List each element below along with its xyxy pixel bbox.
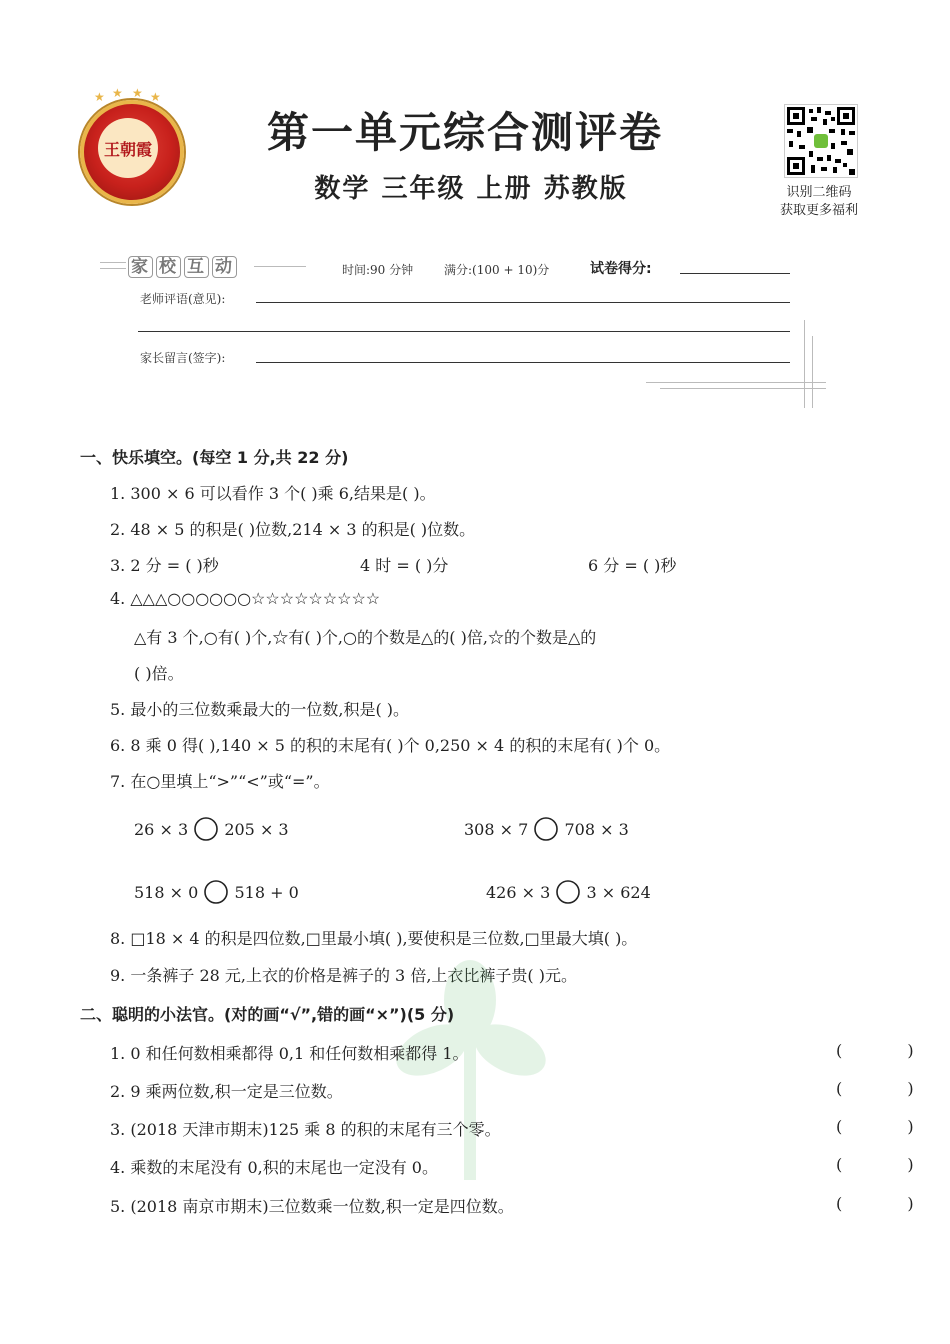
exam-time: 时间:90 分钟: [342, 263, 414, 277]
question-1-2: 2. 48 × 5 的积是( )位数,214 × 3 的积是( )位数。: [110, 520, 476, 539]
answer-paren[interactable]: ( ): [836, 1079, 944, 1098]
teacher-comment-label: 老师评语(意见):: [140, 292, 226, 306]
question-1-6: 6. 8 乘 0 得( ),140 × 5 的积的末尾有( )个 0,250 × 4 的积的末尾有( )个 0。: [110, 736, 671, 755]
question-1-1: 1. 300 × 6 可以看作 3 个( )乘 6,结果是( )。: [110, 484, 436, 503]
question-1-4-line1: △有 3 个,○有( )个,☆有( )个,○的个数是△的( )倍,☆的个数是△的: [134, 628, 597, 647]
section-1-heading: 一、快乐填空。(每空 1 分,共 22 分): [80, 448, 349, 467]
compare-circle[interactable]: [555, 879, 581, 905]
score-label: 试卷得分:: [590, 261, 652, 277]
judge-item-3: 3. (2018 天津市期末)125 乘 8 的积的末尾有三个零。: [110, 1120, 501, 1139]
compare-item: 26 × 3 205 × 3: [134, 816, 289, 842]
compare-circle[interactable]: [203, 879, 229, 905]
brand-logo: ★ ★ ★ ★ 王朝霞: [80, 100, 184, 204]
question-1-3b: 4 时 = ( )分: [360, 556, 449, 575]
judge-item-1: 1. 0 和任何数相乘都得 0,1 和任何数相乘都得 1。: [110, 1044, 469, 1063]
teacher-comment-line[interactable]: [256, 302, 790, 303]
home-school-badge: 家 校 互 动: [128, 252, 240, 277]
compare-item: 426 × 3 3 × 624: [486, 879, 651, 905]
section-2-heading: 二、聪明的小法官。(对的画“√”,错的画“×”)(5 分): [80, 1005, 455, 1024]
question-1-3c: 6 分 = ( )秒: [588, 556, 677, 575]
compare-circle[interactable]: [533, 816, 559, 842]
score-blank[interactable]: [680, 273, 790, 274]
qr-caption-line1: 识别二维码: [786, 185, 852, 200]
teacher-comment-line-2[interactable]: [138, 331, 790, 332]
question-1-3a: 3. 2 分 = ( )秒: [110, 556, 219, 575]
qr-code-icon: [784, 104, 858, 178]
judge-item-2: 2. 9 乘两位数,积一定是三位数。: [110, 1082, 343, 1101]
logo-text: 王朝霞: [103, 139, 152, 159]
page-title: 第一单元综合测评卷: [266, 108, 663, 157]
compare-circle[interactable]: [193, 816, 219, 842]
judge-item-5: 5. (2018 南京市期末)三位数乘一位数,积一定是四位数。: [110, 1197, 514, 1216]
question-1-8: 8. □18 × 4 的积是四位数,□里最小填( ),要使积是三位数,□里最大填( )。: [110, 929, 638, 948]
question-1-4-shapes: 4. △△△○○○○○○☆☆☆☆☆☆☆☆☆: [110, 589, 381, 608]
page-subtitle: 数学 三年级 上册 苏教版: [314, 174, 628, 204]
answer-paren[interactable]: ( ): [836, 1041, 944, 1060]
answer-paren[interactable]: ( ): [836, 1194, 944, 1213]
question-1-9: 9. 一条裤子 28 元,上衣的价格是裤子的 3 倍,上衣比裤子贵( )元。: [110, 966, 577, 985]
parent-message-label: 家长留言(签字):: [140, 351, 226, 365]
judge-item-4: 4. 乘数的末尾没有 0,积的末尾也一定没有 0。: [110, 1158, 438, 1177]
answer-paren[interactable]: ( ): [836, 1117, 944, 1136]
answer-paren[interactable]: ( ): [836, 1155, 944, 1174]
full-score: 满分:(100 + 10)分: [444, 263, 550, 277]
parent-message-line[interactable]: [256, 362, 790, 363]
question-1-5: 5. 最小的三位数乘最大的一位数,积是( )。: [110, 700, 410, 719]
compare-item: 308 × 7 708 × 3: [464, 816, 629, 842]
question-1-4-line2: ( )倍。: [134, 664, 184, 683]
question-1-7: 7. 在○里填上“>”“<”或“=”。: [110, 772, 330, 791]
compare-item: 518 × 0 518 + 0: [134, 879, 299, 905]
qr-caption-line2: 获取更多福利: [779, 203, 858, 218]
